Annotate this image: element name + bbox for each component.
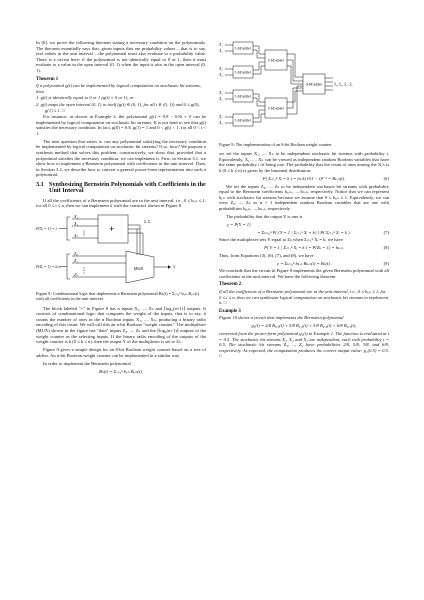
equation-number: (9)	[383, 260, 389, 266]
paragraph: For instance, as shown in Example 2, the polynomial g(t) = 0.8 − 0.8t + t² can be implemented by logical computation on stochastic bit streams. It is not hard to see that g(t) satisfies the necessary condition. In fact, g(0) = 0.8, g(1) = 1 and 0 < g(t) < 1, for all 0 < t < 1.	[36, 114, 206, 136]
adder-1bit-label: 1-bit adder	[234, 70, 252, 75]
sum-output-label: Σᵢ Xᵢ	[144, 220, 151, 225]
equation-number: (7)	[383, 229, 389, 235]
adder-1bit-label: 1-bit adder	[234, 94, 252, 99]
figure-9-caption: Figure 9: The implementation of an 8-bit Boolean weight counter.	[219, 142, 333, 147]
paragraph: In [6], we prove the following theorem stating a necessary condition on the polynomials. The theorem essentially says that, given inputs that are probability values – that is to say, real values in the unit interval – the polynomial must also evaluate to a probability value. There is a caveat here: if the polynomial is not identically equal to 0 or 1, then it must evaluate to a value in the open interval (0, 1) when the input is also in the open interval (0, 1).	[36, 40, 206, 73]
paragraph: we set the inputs X₁, ..., Xₙ to be independent stochastic bit streams with probability t. Equivalently, X₁, ..., Xₙ can be viewed as independent random Boolean variables that have the same probability t of being one. The probability that the count of ones among the Xᵢ's is k (0 ≤ k ≤ n) is given by the binomial distribution:	[219, 151, 389, 173]
equation-7	[219, 230, 389, 236]
figure-8-diagram	[36, 211, 206, 289]
paragraph: We conclude that the circuit in Figure 8 implements the given Bernstein polynomial with all coefficients in the unit interval. We have the following theorem.	[219, 268, 389, 279]
equation-text: P( Σᵢ₌₁ⁿ Xᵢ = k ) = (n k) tᵏ(1 − t)ⁿ⁻ᵏ = Bₖ,ₙ(t).	[262, 175, 346, 181]
input-label: X₇	[219, 115, 223, 119]
input-label: X₃	[219, 67, 223, 71]
equation-6	[219, 176, 389, 182]
theorem-title: Theorem 2	[219, 282, 242, 288]
input-x2-label: X₂	[74, 221, 79, 227]
input-label: X₅	[219, 91, 223, 95]
paragraph: The probability that the output Y is one is	[226, 213, 303, 219]
paragraph: Since the multiplexer sets Y equal to Zₖ when Σᵢ₌₁ⁿ Xᵢ = k, we have	[219, 237, 343, 243]
px-label: P(Xᵢ = 1) = t	[36, 226, 57, 232]
equation-number: (6)	[383, 175, 389, 181]
theorem-statement: If a polynomial g(t) can be implemented by logical computation on stochastic bit streams, then	[36, 83, 201, 94]
input-z0-label: Z₀	[74, 251, 78, 257]
paragraph: The next question that arises is: can any polynomial satisfying the necessary condition be implemented by logical computation on stochastic bit streams? If so, how? We propose a synthesis method that solves this problem; constructively, we show that, provided that a polynomial satisfies the necessary condition, we can implement it. First, in Section 3.1, we show how to implement a Bernstein polynomial with coefficients in the unit interval. Then, in Section 3.2, we describe how to convert a general power-form representation into such a polynomial.	[36, 138, 206, 178]
adder-3bit-label: 3-bit adder	[305, 82, 323, 87]
paragraph: In order to implement the Bernstein polynomial	[43, 360, 131, 366]
section-heading	[36, 182, 206, 196]
input-z1-label: Z₁	[74, 258, 78, 264]
equation-text: y = P(Y = 1)	[227, 221, 251, 227]
input-zn-label: Zₙ	[74, 272, 78, 278]
theorem-item: 2. g(t) maps the open interval (0, 1) to itself (g(t) ∈ (0, 1), for all t ∈ (0, 1)) and 0 ≤ g(0), g(1) ≤ 1. □	[36, 101, 200, 113]
figure-8-caption: Figure 8: Combinational logic that implements a Bernstein polynomial Bₙ(t) = Σᵢ₌₀ⁿ bᵢ,ₙ Bᵢ,ₙ(t) with all coefficients in the unit interval.	[36, 291, 199, 302]
theorem-1	[36, 77, 206, 114]
theorem-statement: If all the coefficients of a Bernstein polynomial are in the unit interval, i.e., 0 ≤ bᵢ,ₙ ≤ 1, for 0 ≤ i ≤ n, then we can synthesize logical computation on stochastic bit streams to implement it. □	[219, 289, 389, 306]
paragraph: If all the coefficients of a Bernstein polynomial are in the unit interval, i.e., 0 ≤ bᵢ,ₙ ≤ 1, for all 0 ≤ i ≤ n, then we can implement it with the construct shown in Figure 8.	[36, 197, 206, 209]
adder-1bit-label: 1-bit adder	[234, 46, 252, 51]
input-label: X₁	[219, 43, 223, 47]
input-label: X₄	[219, 73, 223, 77]
equation-text: Bₙ(t) = Σᵢ₌₀ⁿ bᵢ,ₙ Bᵢ,ₙ(t),	[99, 368, 143, 374]
equation-text: P( Y = 1 | Σᵢ₌₁ⁿ Xᵢ = k ) = P(Zₖ = 1) = bₖ,ₙ.	[264, 245, 344, 251]
paragraph: Figure 9 gives a simple design for an 8-bit Boolean weight counter based on a tree of adders. An n-bit Boolean weight counter can be implemented in a similar way.	[36, 347, 206, 358]
section-title: Synthesizing Bernstein Polynomials with Coefficients in the Unit Interval	[49, 180, 206, 195]
adder-2bit-label: 2-bit adder	[267, 58, 285, 63]
equation-9	[219, 261, 389, 267]
figure-9-diagram	[219, 40, 389, 140]
equation-8	[219, 245, 389, 251]
adder-1bit-label: 1-bit adder	[234, 118, 252, 123]
example-3	[219, 309, 389, 359]
equation-bernstein	[36, 369, 206, 375]
input-x1-label: X₁	[74, 214, 79, 220]
adder-2bit-label: 2-bit adder	[267, 106, 285, 111]
theorem-title: Theorem 1	[36, 76, 59, 82]
sum-symbol: +	[109, 224, 115, 235]
input-label: X₈	[219, 121, 223, 125]
input-label: X₂	[219, 49, 223, 53]
section-number: 3.1	[36, 180, 44, 188]
equation-text: y = Σₖ₌₀ⁿ bₖ,ₙ Bₖ,ₙ(t) = Bₙ(t).	[277, 260, 331, 266]
theorem-2	[219, 282, 389, 305]
input-label: X₆	[219, 97, 223, 101]
paragraph: We set the inputs Z₀, ..., Zₙ to be independent stochastic bit streams with probability equal to the Bernstein coefficients b₀,ₙ, ..., bₙ,ₙ, respectively. Notice that we can represent bᵢ,ₙ with stochastic bit streams because we assume that 0 ≤ bᵢ,ₙ ≤ 1. Equivalently, we can view Z₀, ..., Zₙ as n + 1 independent random Boolean variables that are one with probabilities b₀,ₙ, ..., bₙ,ₙ, respectively.	[219, 183, 389, 211]
input-xn-label: Xₙ	[74, 233, 79, 239]
example-equation	[219, 323, 389, 329]
paragraph: Thus, from Equations (3), (6), (7), and (8), we have	[219, 252, 314, 258]
example-text: converted from the power-form polynomial g₁(t) in Example 1. The function is evaluated at t = 0.5. The stochastic bit streams X₁, X₂ and X₃ are independent, each with probability t = 0.5. The stochastic bit streams Z₀, ..., Z₃ have probabilities 2/8, 5/8, 3/8, and 6/8, respectively. As expected, the computation produces the correct output value: g₁(0.5) = 0.5. □	[219, 330, 389, 359]
outputs-label: S₃, S₂, S₁, S₀	[334, 82, 353, 87]
equation-text: = Σₖ₌₀ⁿ P( {Y = 1 | Σᵢ₌₁ⁿ Xᵢ = k} ) P( Σᵢ₌₁ⁿ Xᵢ = k ).	[257, 229, 351, 235]
theorem-item: 1. g(t) is identically equal to 0 or 1 (g(t) ≡ 0 or 1), or	[36, 95, 134, 101]
example-text: Figure 10 shows a circuit that implements the Bernstein polynomial	[219, 315, 344, 321]
output-y-label: Y	[173, 264, 176, 270]
left-column	[36, 40, 206, 376]
equation-text: g₁(t) = 2/8 B₀,₃(t) + 5/8 B₁,₃(t) + 3/8 B₂,₃(t) + 6/8 B₃,₃(t),	[251, 323, 357, 329]
pz-label: P(Zᵢ = 1) = bᵢ,ₙ	[36, 264, 61, 270]
paragraph: The block labeled "+" in Figure 8 has n inputs X₁, ..., Xₙ and ⌈log₂(n+1)⌉ outputs. It consists of combinational logic that computes the weight of the inputs, that is to say, it counts the number of ones in the n Boolean inputs X₁, ..., Xₙ, producing a binary radix encoding of this count. We will call this an n-bit Boolean "weight counter." The multiplexer (MUX) shown in the figure has "data" inputs Z₀, ..., Zₙ and the ⌈log₂(n+1)⌉ outputs of the weight counter as the selecting inputs. If the binary radix encoding of the outputs of the weight counter is k (0 ≤ k ≤ n), then the output Y of the multiplexer is set to Zₖ.	[36, 305, 206, 345]
mux-label: MUX	[134, 266, 144, 272]
equation-7a	[219, 222, 389, 228]
right-column	[219, 40, 389, 361]
example-title: Example 3	[219, 308, 241, 314]
equation-number: (8)	[383, 245, 389, 251]
